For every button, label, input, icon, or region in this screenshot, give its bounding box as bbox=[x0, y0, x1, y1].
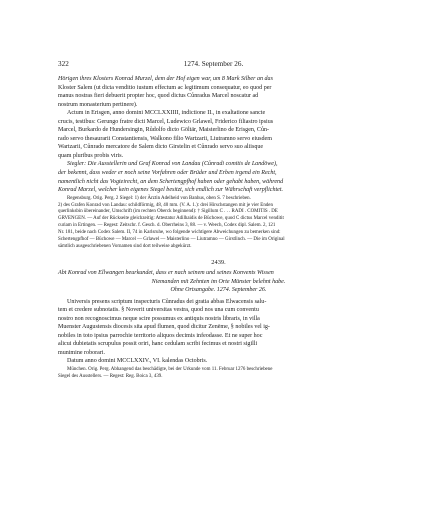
text-line: Muenster Augustensis diocesis sita apud flumen, quod dicitur Zenēme, § nobiles vel ig- bbox=[58, 324, 270, 331]
page-header bbox=[58, 60, 379, 68]
note-line: München. Orig. Perg. Abhangend das beschädigte, bei der Urkunde vom 11. Februar 1276 beschriebene bbox=[67, 367, 273, 372]
text-line: Universis presens scriptum inspecturis Cůnradus dei gratia abbas Elwacensis salu- bbox=[67, 298, 267, 305]
datum-line: Datum anno domini MCCLXXIV., VI. kalendas Octobris. bbox=[67, 358, 208, 365]
page-number: 322 bbox=[58, 60, 69, 68]
place-date: Ohne Ortsangabe. 1274. September 26. bbox=[170, 287, 267, 294]
siegler-line: Konrad Marzel, welcher kein eigenes Siegel besitzt, sich endlich zur Währschaft verpflichtet. bbox=[58, 187, 284, 194]
summary-line: Hörigen ihres Klosters Konrad Murzel, dem der Hof eigen war, um 8 Mark Silber an das bbox=[58, 76, 273, 82]
note-line: 2) des Grafen Konrad von Landau: schildförmig, 48, 40 mm. (V. A. 1.): drei Hirschstangen mit je vier Enden bbox=[58, 202, 273, 208]
archival-notes-lower bbox=[58, 367, 379, 381]
text-line: tem et credere subnotatis. § Noverit universitas vestra, quod nos una cum conventu bbox=[58, 307, 259, 314]
summary-line: manus nostras fieri debuerit propter hoc, quod dictus Cůnradus Marcel noscatur ad bbox=[58, 93, 259, 100]
regest-line: Niemanden mit Zehnten im Orte Münster belehnt habe. bbox=[151, 278, 286, 285]
actum-line: crucis, testibus: Gerungo fratre dicti Marcel, Ludewico Grlawel, Friderico filiastro ipsius bbox=[58, 118, 274, 125]
actum-line: Marcel, Burkardo de Hundersingin, Růdolfo dicto Göltär, Maisterlino de Erisgen, Cůn- bbox=[58, 127, 270, 134]
archival-notes-upper bbox=[58, 196, 379, 251]
text-line: munimine roborari. bbox=[58, 349, 106, 356]
header-date: 1274. September 26. bbox=[183, 60, 244, 68]
text-line: nobiles in toto ipsius parrochie territorio aliquos decimis infeodasse. Et ne super hoc bbox=[58, 332, 263, 339]
actum-line: quam pluribus probis viris. bbox=[58, 152, 124, 159]
siegler-line: der bekennt, dass weder er noch seine Vorfahren oder Brüder und Erben irgend ein Recht, bbox=[58, 170, 277, 177]
note-line: sämtlich ausgeschriebenen Vornamen sind dort teilweise abgekürzt. bbox=[58, 243, 192, 249]
note-line: curiam in Ertingen. — Regest: Zeitschr. f. Gesch. d. Oberrheins 3, 88. — v. Weech, Codex dipl. Salem. 2, 121 bbox=[58, 223, 276, 229]
actum-line: Wartzarii, Cůnrado mercatore de Salem dicto Girstelin et Cůnrado servo suo aliisque bbox=[58, 144, 264, 151]
note-line: Regensburg. Orig. Perg. 2 Siegel: 1) der Ärztin Adelheid von Banhus, oben S. 7 beschrieben. bbox=[67, 195, 251, 201]
text-line: nostro non recognoscimus neque scire possumus ex antiquis nostris libraris, in villa bbox=[58, 315, 260, 322]
actum-line: rado servo thesaurarii Constantiensis, Walkono filio Wartzarii, Liutramno servo eiusdem bbox=[58, 135, 272, 142]
note-line: Schertengpfhof — Büchowe — Marcel — Grlawel — Maisterlino — Liutramno — Girstlinch. — Die im Original bbox=[58, 236, 285, 242]
actum-line: Actum in Erisgen, anno domini MCCLXXIIII, indictione II., in exaltatione sancte bbox=[67, 110, 266, 117]
document-upper-continuation bbox=[58, 75, 379, 195]
summary-line: Kloster Salem (ut dicta venditio iustum effectum ac legitimum consequatur, eo quod per bbox=[58, 84, 272, 91]
note-line: GRVENGEN. — Auf der Rückseite gleichzeitig: Attestatur Adilhaidis de Büchowe, quod C dictus Marcel venditit bbox=[58, 216, 284, 222]
regest-line: Abt Konrad von Ellwangen beurkundet, dass er nach seinem und seines Konvents Wissen bbox=[58, 270, 274, 277]
summary-line: nostrum monasterium pertinere). bbox=[58, 101, 138, 108]
document-text bbox=[58, 298, 379, 366]
note-line: querlinksbin übereinander, Umschrift (im rechten Oberck beginnend): † Sigillum C . . . RADI . COMITIS . DE bbox=[58, 209, 278, 215]
siegler-line: namentlich nicht das Vogteirecht, an dem Schertengpfhof haben oder gehabt haben, während bbox=[58, 178, 284, 185]
note-line: Nr. 181, beide nach Codex Salem. II, 74 in Karlsruhe, wo folgende wichtigere Abweichungen zu bemerken sind: bbox=[58, 229, 281, 235]
document-number: 2439. bbox=[211, 259, 226, 267]
document-regest bbox=[58, 269, 379, 294]
siegler-line: Siegler: Die Ausstellerin und Graf Konrad von Landau (Cůnradi comitis de Landöwe), bbox=[67, 161, 278, 168]
text-line: alicui dubietatis scrupulus possit oriri, hanc cedulam scribi fecimus et nostri sigilli bbox=[58, 341, 258, 348]
note-line: Siegel des Ausstellers. — Regest: Reg. Boica 3, 439. bbox=[58, 373, 163, 379]
